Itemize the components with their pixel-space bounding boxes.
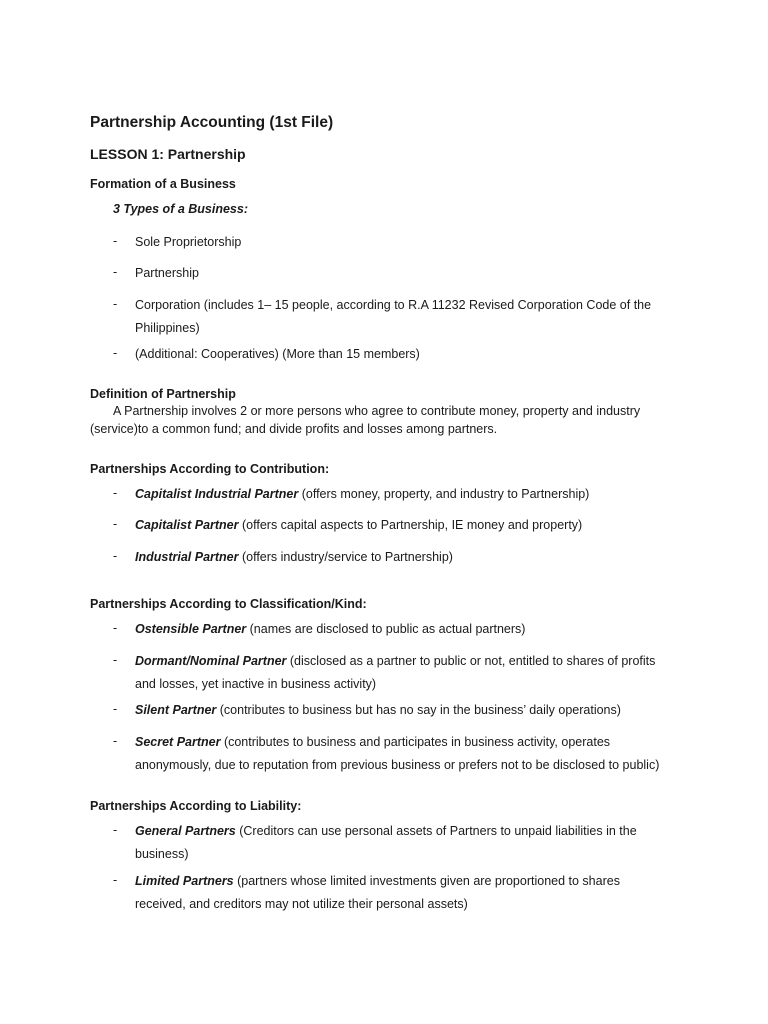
types-subheading: 3 Types of a Business: — [113, 202, 248, 216]
definition-heading: Definition of Partnership — [90, 387, 236, 401]
bullet-dash: - — [113, 734, 118, 748]
list-item-partner-type: Capitalist Partner (offers capital aspects to Partnership, IE money and property) — [135, 518, 583, 532]
bullet-dash: - — [113, 265, 118, 279]
list-item-partner-kind: Dormant/Nominal Partner (disclosed as a partner to public or not, entitled to shares of profits and losses, yet inactive in business activity) — [135, 654, 656, 691]
bullet-dash: - — [113, 517, 118, 531]
list-item-liability-type: Limited Partners (partners whose limited investments given are proportioned to shares received, and creditors may not utilize their personal assets) — [135, 874, 620, 911]
document-title: Partnership Accounting (1st File) — [90, 114, 334, 131]
bullet-dash: - — [113, 234, 118, 248]
list-item-partner-kind: Secret Partner (contributes to business and participates in business activity, operates anonymously, due to reputation from previous business or prefers not to be disclosed to public) — [135, 735, 660, 772]
bullet-dash: - — [113, 486, 118, 500]
list-item-partner-type: Industrial Partner (offers industry/service to Partnership) — [135, 550, 453, 564]
classification-heading: Partnerships According to Classification/Kind: — [90, 597, 367, 611]
list-item-partner-kind: Silent Partner (contributes to business but has no say in the business’ daily operations) — [135, 703, 621, 717]
list-item-partner-type: Capitalist Industrial Partner (offers money, property, and industry to Partnership) — [135, 487, 590, 501]
bullet-dash: - — [113, 346, 118, 360]
definition-text-line: A Partnership involves 2 or more persons who agree to contribute money, property and industry — [113, 404, 641, 418]
list-item-liability-type: General Partners (Creditors can use personal assets of Partners to unpaid liabilities in the business) — [135, 824, 637, 861]
bullet-dash: - — [113, 873, 118, 887]
liability-heading: Partnerships According to Liability: — [90, 799, 302, 813]
list-item-business-type: Sole Proprietorship — [135, 235, 242, 249]
bullet-dash: - — [113, 702, 118, 716]
list-item-business-type: (Additional: Cooperatives) (More than 15 members) — [135, 347, 420, 361]
lesson-title: LESSON 1: Partnership — [90, 146, 246, 162]
bullet-dash: - — [113, 297, 118, 311]
bullet-dash: - — [113, 549, 118, 563]
formation-heading: Formation of a Business — [90, 177, 236, 191]
bullet-dash: - — [113, 653, 118, 667]
list-item-business-type: Corporation (includes 1– 15 people, according to R.A 11232 Revised Corporation Code of the Philippines) — [135, 298, 652, 335]
definition-text-line: (service)to a common fund; and divide profits and losses among partners. — [90, 422, 498, 436]
bullet-dash: - — [113, 621, 118, 635]
list-item-business-type: Partnership — [135, 266, 199, 280]
bullet-dash: - — [113, 823, 118, 837]
contribution-heading: Partnerships According to Contribution: — [90, 462, 330, 476]
list-item-partner-kind: Ostensible Partner (names are disclosed to public as actual partners) — [135, 622, 526, 636]
